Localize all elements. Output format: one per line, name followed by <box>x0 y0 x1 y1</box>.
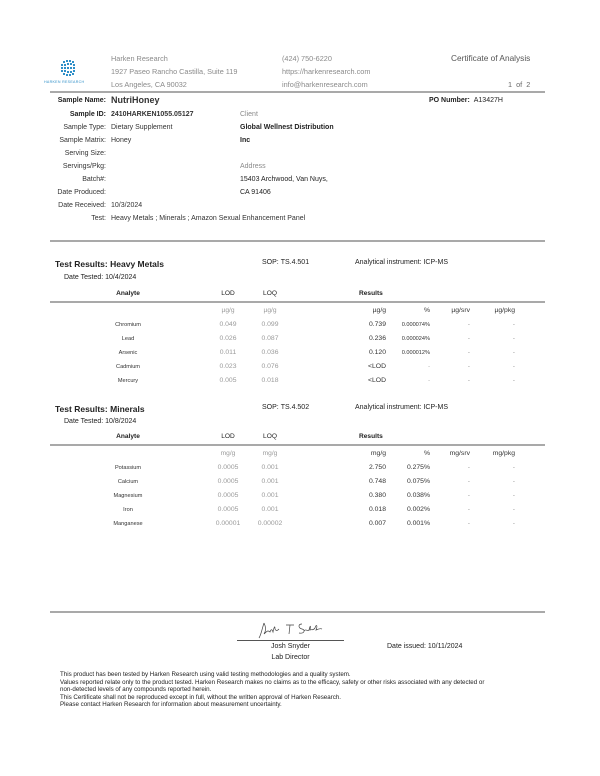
heavy_metals-header-analyte: Analyte <box>116 290 140 297</box>
heavy_metals-cell-pct: 0.000024% <box>401 336 430 342</box>
minerals-cell-loq: 0.001 <box>261 492 279 499</box>
date-issued-value: 10/11/2024 <box>427 643 463 650</box>
client-address-line1: 15403 Archwood, Van Nuys, <box>240 176 328 183</box>
minerals-unit-lod: mg/g <box>220 450 236 457</box>
minerals-cell-analyte: Iron <box>123 507 133 513</box>
minerals-date-value: 10/8/2024 <box>105 418 137 425</box>
heavy_metals-header-results: Results <box>359 290 383 297</box>
company-name: Harken Research <box>111 54 168 63</box>
sample-id-label: Sample ID: <box>69 111 106 118</box>
minerals-cell-lod: 0.0005 <box>217 478 239 485</box>
minerals-unit-pct: % <box>423 450 430 457</box>
company-phone: (424) 750-6220 <box>282 54 332 63</box>
heavy-metals-sop-value: TS.4.501 <box>280 259 310 266</box>
minerals-cell-pkg: - <box>512 520 515 527</box>
sample-type-label: Sample Type: <box>63 124 106 131</box>
date-received: 10/3/2024 <box>111 202 143 209</box>
heavy_metals-cell-lod: 0.011 <box>219 349 237 356</box>
minerals-unit-srv: mg/srv <box>449 450 470 457</box>
minerals-cell-lod: 0.00001 <box>215 520 241 527</box>
minerals-table-divider <box>50 444 545 446</box>
signature-line <box>237 640 344 641</box>
heavy_metals-cell-loq: 0.036 <box>261 349 279 356</box>
test-panels: Heavy Metals ; Minerals ; Amazon Sexual Enhancement Panel <box>111 215 306 222</box>
minerals-cell-pkg: - <box>512 464 515 471</box>
logo-text: HARKEN RESEARCH <box>44 80 85 84</box>
disclaimer <box>60 671 560 709</box>
heavy_metals-unit-loq: µg/g <box>263 307 277 314</box>
minerals-cell-pct: 0.038% <box>406 492 430 499</box>
sample-name-label: Sample Name: <box>57 97 106 104</box>
minerals-cell-pct: 0.002% <box>406 506 430 513</box>
company-website[interactable]: https://harkenresearch.com <box>282 67 371 76</box>
serving-size-label: Serving Size: <box>64 150 106 157</box>
heavy_metals-cell-loq: 0.076 <box>261 363 279 370</box>
signer-name: Josh Snyder <box>271 643 310 650</box>
minerals-header-analyte: Analyte <box>116 433 140 440</box>
company-email[interactable]: info@harkenresearch.com <box>282 80 368 89</box>
heavy_metals-cell-pct: 0.000074% <box>401 322 430 328</box>
minerals-sop <box>262 404 309 411</box>
heavy-metals-instrument-label: Analytical instrument: <box>355 259 422 266</box>
minerals-cell-analyte: Manganese <box>113 521 143 527</box>
minerals-cell-srv: - <box>467 520 470 527</box>
minerals-instrument-label: Analytical instrument: <box>355 404 422 411</box>
heavy_metals-cell-lod: 0.023 <box>219 363 237 370</box>
heavy-metals-title-prefix: Test Results: <box>55 259 108 269</box>
logo-grid-icon <box>44 58 94 92</box>
company-address-line1: 1927 Paseo Rancho Castilla, Suite 119 <box>111 67 238 76</box>
heavy_metals-cell-lod: 0.005 <box>219 377 237 384</box>
disclaimer-line: non-detected levels of any compounds reported herein. <box>60 686 212 694</box>
header-divider <box>50 91 545 93</box>
minerals-unit-pkg: mg/pkg <box>492 450 515 457</box>
heavy_metals-cell-analyte: Chromium <box>115 322 141 328</box>
minerals-cell-lod: 0.0005 <box>217 464 239 471</box>
minerals-cell-analyte: Magnesium <box>113 493 143 499</box>
heavy_metals-cell-srv: - <box>467 377 470 384</box>
heavy_metals-header-lod: LOD <box>221 290 235 297</box>
client-name-line1: Global Wellnest Distribution <box>240 124 334 131</box>
heavy_metals-cell-pkg: - <box>512 363 515 370</box>
minerals-date-label: Date Tested: <box>64 418 104 425</box>
heavy_metals-cell-loq: 0.099 <box>261 321 279 328</box>
heavy_metals-cell-result: 0.236 <box>368 335 386 342</box>
client-name-line2: Inc <box>240 137 251 144</box>
heavy_metals-cell-lod: 0.049 <box>219 321 237 328</box>
po-number <box>429 97 503 104</box>
page-number: 1 <box>508 80 513 89</box>
minerals-cell-loq: 0.00002 <box>257 520 283 527</box>
heavy_metals-cell-result: 0.120 <box>368 349 386 356</box>
heavy_metals-cell-result: 0.739 <box>368 321 386 328</box>
sample-type: Dietary Supplement <box>111 124 173 131</box>
info-divider <box>50 240 545 242</box>
minerals-cell-pkg: - <box>512 492 515 499</box>
minerals-cell-lod: 0.0005 <box>217 492 239 499</box>
minerals-cell-result: 0.007 <box>368 520 386 527</box>
heavy_metals-cell-srv: - <box>467 335 470 342</box>
signer-title: Lab Director <box>271 654 310 661</box>
heavy_metals-cell-analyte: Cadmium <box>116 364 140 370</box>
heavy_metals-cell-srv: - <box>467 321 470 328</box>
heavy-metals-date-value: 10/4/2024 <box>105 274 137 281</box>
minerals-cell-result: 0.018 <box>368 506 386 513</box>
heavy-metals-sop-label: SOP: <box>262 259 279 266</box>
heavy_metals-cell-analyte: Lead <box>121 336 135 342</box>
date-produced-label: Date Produced: <box>57 189 106 196</box>
heavy_metals-cell-result: <LOD <box>368 377 386 384</box>
client-label: Client <box>240 111 258 118</box>
page-of: of <box>516 80 523 89</box>
minerals-cell-srv: - <box>467 464 470 471</box>
heavy-metals-instrument <box>355 259 448 266</box>
po-number-label: PO Number: <box>429 97 470 104</box>
heavy_metals-unit-result: µg/g <box>372 307 386 314</box>
minerals-cell-loq: 0.001 <box>261 506 279 513</box>
heavy_metals-cell-loq: 0.018 <box>261 377 279 384</box>
sample-name: NutriHoney <box>111 95 160 105</box>
heavy_metals-cell-pkg: - <box>512 321 515 328</box>
heavy-metals-date <box>64 274 136 281</box>
heavy-metals-title <box>55 259 164 269</box>
page-indicator <box>508 78 530 91</box>
heavy-metals-sop <box>262 259 309 266</box>
heavy_metals-unit-srv: µg/srv <box>451 307 470 314</box>
minerals-cell-loq: 0.001 <box>261 478 279 485</box>
heavy_metals-table-divider <box>50 301 545 303</box>
page-total: 2 <box>526 80 531 89</box>
minerals-instrument-value: ICP-MS <box>423 404 448 411</box>
minerals-cell-pkg: - <box>512 506 515 513</box>
minerals-cell-analyte: Potassium <box>114 465 142 471</box>
date-issued-label: Date issued: <box>387 643 426 650</box>
heavy_metals-cell-pct: - <box>428 364 430 370</box>
po-number-value: A13427H <box>473 97 503 104</box>
sample-matrix-label: Sample Matrix: <box>59 137 106 144</box>
minerals-title-text: Minerals <box>110 404 145 414</box>
minerals-cell-result: 0.748 <box>368 478 386 485</box>
client-address-line2: CA 91406 <box>240 189 271 196</box>
minerals-header-lod: LOD <box>221 433 235 440</box>
minerals-header-results: Results <box>359 433 383 440</box>
signature-image <box>258 619 328 641</box>
heavy_metals-cell-srv: - <box>467 363 470 370</box>
disclaimer-line: This product has been tested by Harken Research using valid testing methodologies and a quality system. <box>60 671 351 678</box>
minerals-sop-value: TS.4.502 <box>280 404 310 411</box>
minerals-sop-label: SOP: <box>262 404 279 411</box>
heavy_metals-cell-pkg: - <box>512 335 515 342</box>
heavy_metals-cell-analyte: Arsenic <box>118 350 138 356</box>
disclaimer-line: Values reported relate only to the product tested. Harken Research makes no claims as to the efficacy, safety or other risks associated with any detected or <box>60 678 485 686</box>
heavy-metals-title-text: Heavy Metals <box>110 259 164 269</box>
heavy_metals-unit-lod: µg/g <box>221 307 235 314</box>
minerals-title-prefix: Test Results: <box>55 404 108 414</box>
minerals-title <box>55 404 145 414</box>
heavy_metals-cell-pct: 0.000012% <box>401 350 430 356</box>
client-address-label: Address <box>240 163 266 170</box>
servings-per-package-label: Servings/Pkg: <box>62 163 106 170</box>
date-issued <box>387 643 462 650</box>
minerals-cell-analyte: Calcium <box>117 479 139 485</box>
minerals-unit-result: mg/g <box>370 450 386 457</box>
minerals-cell-result: 0.380 <box>368 492 386 499</box>
heavy_metals-cell-analyte: Mercury <box>117 378 139 384</box>
heavy_metals-cell-srv: - <box>467 349 470 356</box>
minerals-cell-srv: - <box>467 506 470 513</box>
minerals-cell-srv: - <box>467 492 470 499</box>
heavy_metals-cell-lod: 0.026 <box>219 335 237 342</box>
heavy_metals-unit-pct: % <box>423 307 430 314</box>
minerals-instrument <box>355 404 448 411</box>
batch-label: Batch#: <box>82 176 106 183</box>
minerals-cell-pct: 0.075% <box>406 478 430 485</box>
heavy_metals-header-loq: LOQ <box>263 290 277 297</box>
minerals-cell-lod: 0.0005 <box>217 506 239 513</box>
minerals-cell-result: 2.750 <box>368 464 386 471</box>
sample-matrix: Honey <box>111 137 132 144</box>
test-label: Test: <box>91 215 106 222</box>
disclaimer-line: Please contact Harken Research for information about measurement uncertainty. <box>60 701 282 709</box>
minerals-cell-pct: 0.001% <box>406 520 430 527</box>
signature-divider <box>50 611 545 613</box>
minerals-cell-loq: 0.001 <box>261 464 279 471</box>
document-title: Certificate of Analysis <box>451 53 531 63</box>
heavy_metals-cell-loq: 0.087 <box>261 335 279 342</box>
heavy_metals-cell-pkg: - <box>512 349 515 356</box>
company-address-line2: Los Angeles, CA 90032 <box>111 80 187 89</box>
date-received-label: Date Received: <box>58 202 106 209</box>
heavy-metals-instrument-value: ICP-MS <box>423 259 448 266</box>
minerals-cell-srv: - <box>467 478 470 485</box>
heavy_metals-cell-result: <LOD <box>368 363 386 370</box>
heavy_metals-cell-pct: - <box>428 378 430 384</box>
harken-logo <box>44 58 94 92</box>
sample-id: 2410HARKEN1055.05127 <box>111 111 194 118</box>
minerals-cell-pct: 0.275% <box>406 464 430 471</box>
minerals-date <box>64 418 136 425</box>
heavy-metals-date-label: Date Tested: <box>64 274 104 281</box>
disclaimer-line: This Certificate shall not be reproduced except in full, without the written approval of Harken Research. <box>60 693 341 701</box>
heavy_metals-cell-pkg: - <box>512 377 515 384</box>
minerals-unit-loq: mg/g <box>262 450 278 457</box>
minerals-header-loq: LOQ <box>263 433 277 440</box>
heavy_metals-unit-pkg: µg/pkg <box>494 307 515 314</box>
minerals-cell-pkg: - <box>512 478 515 485</box>
